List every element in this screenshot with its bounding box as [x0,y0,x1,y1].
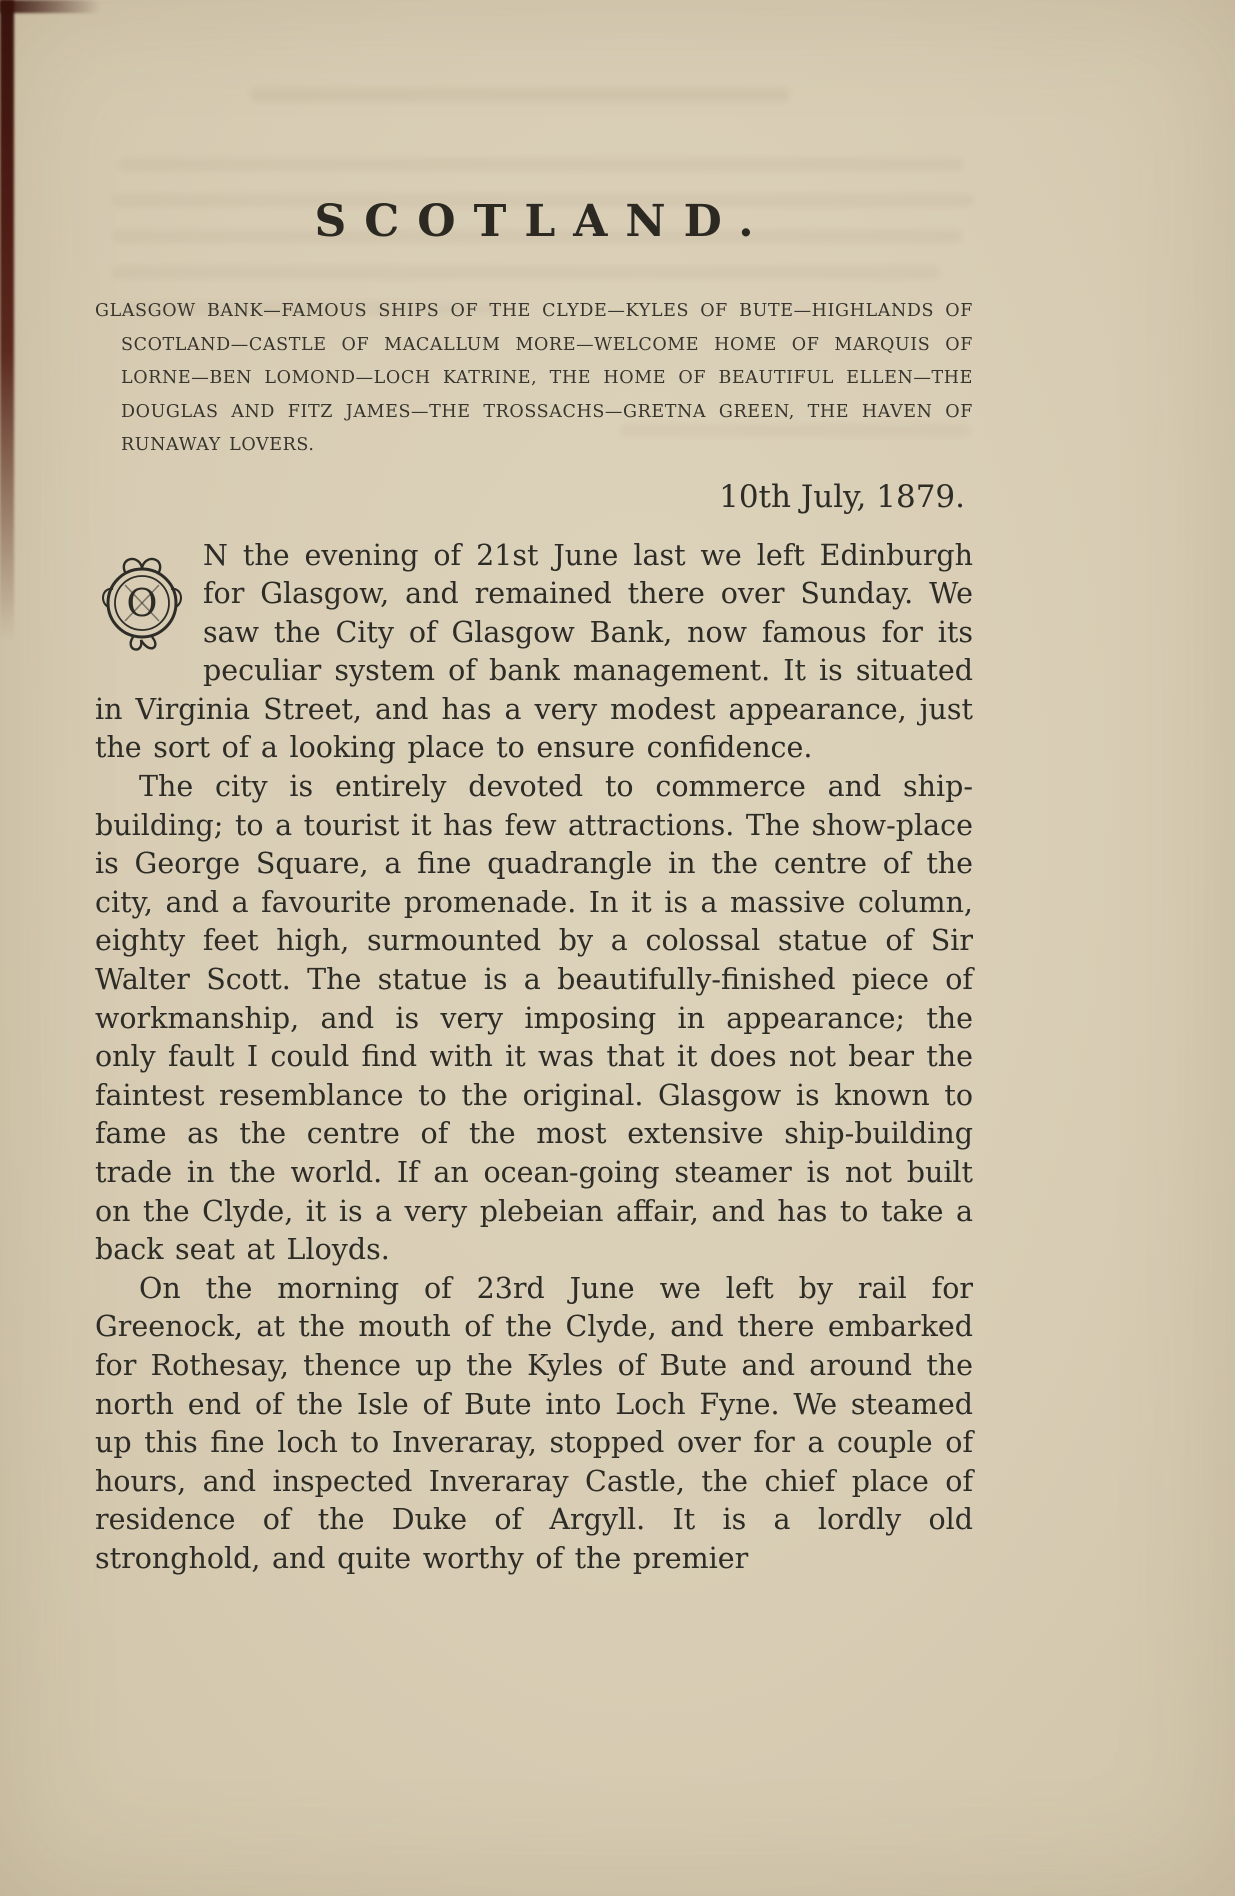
initial-letter: O [126,580,158,625]
binding-edge-shadow [0,0,14,640]
paragraph: The city is entirely devoted to commerce and ship-building; to a tourist it has few attractions. The show-place is George Square, a fine quadrangle in the centre of the city, and a favourite promenade. In it is a massive column, eighty feet high, surmounted by a colossal statue of Sir Walter Scott. The statue is a beautifully-finished piece of workmanship, and is very imposing in appearance; the only fault I could find with it was that it does not bear the faintest resemblance to the original. Glasgow is known to fame as the centre of the most extensive ship-building trade in the world. If an ocean-going steamer is not built on the Clyde, it is a very plebeian affair, and has to take a back seat at Lloyds. [95,770,973,1267]
page-showthrough [250,88,790,102]
page-showthrough [118,158,963,171]
chapter-title: SCOTLAND. [314,196,772,247]
binding-edge-shadow-top [0,0,100,13]
dateline: 10th July, 1879. [719,478,965,515]
text-block [95,196,973,1579]
chapter-summary: GLASGOW BANK—FAMOUS SHIPS OF THE CLYDE—KYLES OF BUTE—HIGHLANDS OF SCOTLAND—CASTLE OF MACALLUM MORE—WELCOME HOME OF MARQUIS OF LORNE—BEN LOMOND—LOCH KATRINE, THE HOME OF BEAUTIFUL ELLEN—THE DOUGLAS AND FITZ JAMES—THE TROSSACHS—GRETNA GREEN, THE HAVEN OF RUNAWAY LOVERS. [95,301,973,455]
paragraph [95,537,973,769]
paragraph: On the morning of 23rd June we left by rail for Greenock, at the mouth of the Clyde, and there embarked for Rothesay, thence up the Kyles of Bute and around the north end of the Isle of Bute into Loch Fyne. We steamed up this fine loch to Inveraray, stopped over for a couple of hours, and inspected Inveraray Castle, the chief place of residence of the Duke of Argyll. It is a lordly old stronghold, and quite worthy of the premier [95,1271,973,1575]
paragraph-text: N the evening of 21st June last we left Edinburgh for Glasgow, and remained there over Sunday. We saw the City of Glasgow Bank, now famous for its peculiar system of bank management. It is situated in Virginia Street, and has a very modest appearance, just the sort of a looking place to ensure confidence. [95,538,973,765]
ornamental-initial-icon [95,545,189,657]
